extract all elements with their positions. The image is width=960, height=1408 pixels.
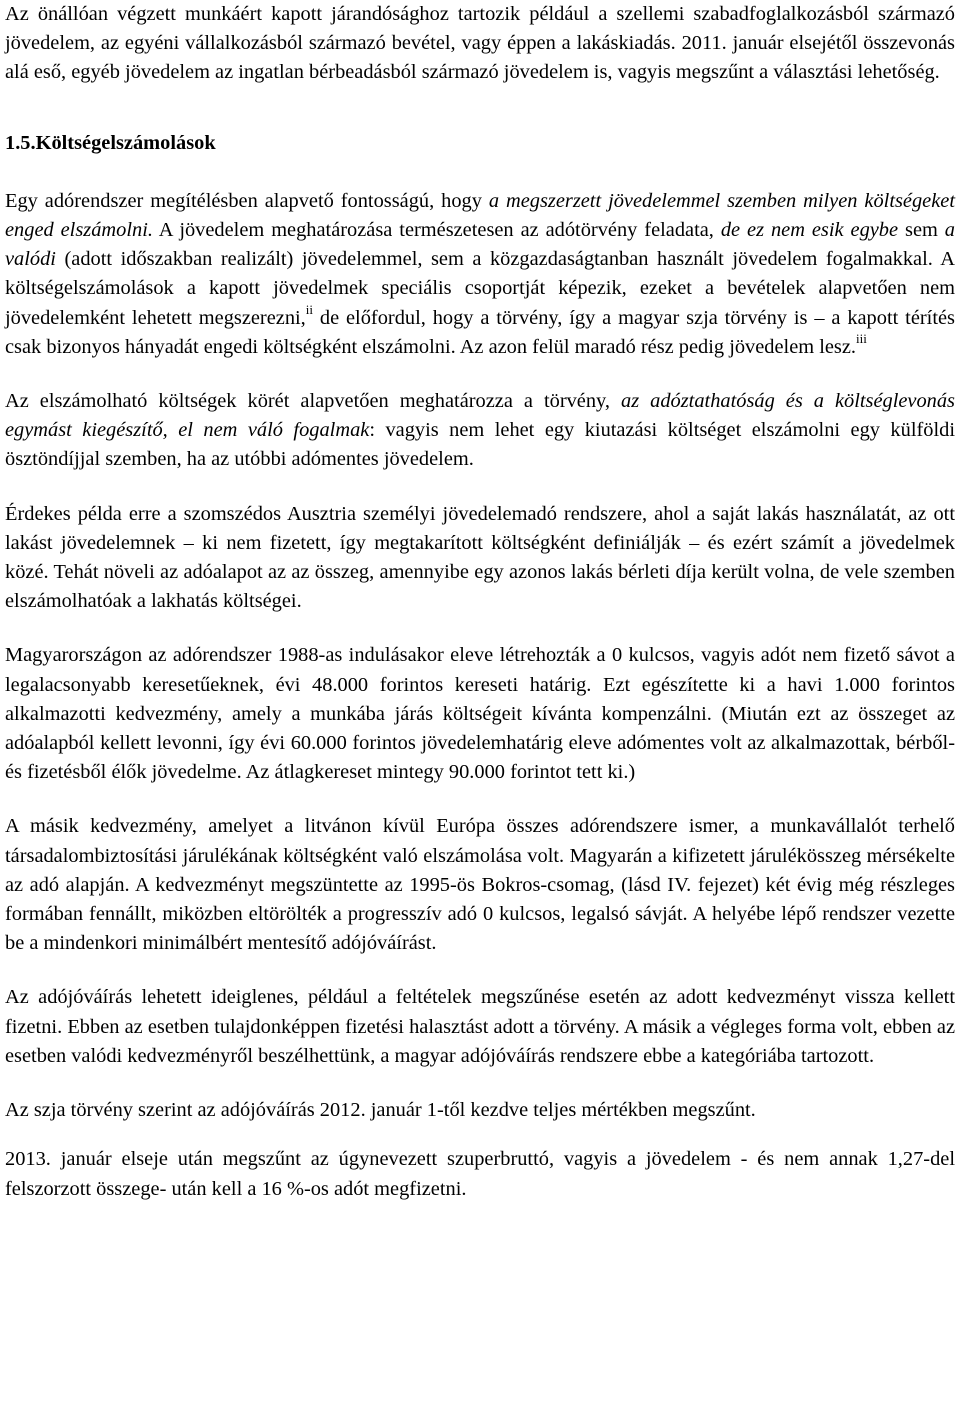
- paragraph-austria-example: Érdekes példa erre a szomszédos Ausztria személyi jövedelemadó rendszere, ahol a saját lakás használatát, az ott lakást jövedelemnek – ki nem fizetett, így megtakarított költségként definiálják – és ezért számít a jövedelmek közé. Tehát növeli az adóalapot az az összeg, amennyibe egy azonos lakás bérleti díja került volna, de vele szemben elszámolhatóak a lakhatás költségei.: [5, 502, 955, 613]
- paragraph-income-types: Az önállóan végzett munkáért kapott járandósághoz tartozik például a szellemi szabadfoglalkozásból származó jövedelem, az egyéni vállalkozásból származó bevétel, vagy éppen a lakáskiadás. 2011. január elsejétől összevonás alá eső, egyéb jövedelem az ingatlan bérbeadásból származó jövedelem is, vagyis megszűnt a választási lehetőség.: [5, 3, 955, 84]
- text-span: (adott időszakban realizált) jövedelemmel, sem a közgazdaságtanban használt jövedelem fogalmakkal. A költségelszámolások a kapott jövedelmek speciális csoportját képezik, ezeket a bevételek alapvetően nem jövedelemként lehetett megszerezni,: [5, 248, 955, 329]
- paragraph-deductible-costs: [5, 387, 955, 475]
- document-page: [5, 0, 955, 1204]
- text-span: de előfordul, hogy a törvény, így a magyar szja törvény is – a kapott térítés csak bizonyos hányadát engedi költségként elszámolni. Az azon felül maradó rész pedig jövedelem lesz.: [5, 306, 955, 358]
- italic-span: a valódi: [5, 219, 955, 271]
- section-heading: 1.5.Költségelszámolások: [5, 131, 216, 154]
- text-span: Egy adórendszer megítélésben alapvető fontosságú, hogy: [5, 189, 489, 212]
- endnote-marker: ii: [305, 301, 314, 317]
- italic-span: az adóztathatóság és a költséglevonás egymást kiegészítő, el nem váló fogalmak: [5, 390, 955, 442]
- italic-span: de ez nem esik egybe: [720, 219, 899, 242]
- italic-span: a megszerzett jövedelemmel szemben milyen költségeket enged elszámolni.: [5, 189, 955, 242]
- text-span: sem: [898, 219, 945, 242]
- paragraph-other-allowance: A másik kedvezmény, amelyet a litvánon kívül Európa összes adórendszere ismer, a munkavállalót terhelő társadalombiztosítási járulékának költségként való elszámolása volt. Magyarán a kifizetett járulékösszeg mérsékelte az adó alapján. A kedvezményt megszüntette az 1995-ös Bokros-csomag, (lásd IV. fejezet) két évig még részleges formában fennállt, miközben eltörölték a progresszív adó 0 kulcsos, legalsó sávját. A helyébe lépő rendszer vezette be a mindenkori minimálbért mentesítő adójóváírást.: [5, 815, 955, 955]
- text-span: Az elszámolható költségek körét alapvetően meghatározza a törvény,: [5, 390, 622, 413]
- paragraph-2012-change: Az szja törvény szerint az adójóváírás 2012. január 1-től kezdve teljes mértékben megszűnt.: [5, 1099, 756, 1122]
- paragraph-cost-accounting-intro: [5, 187, 955, 362]
- paragraph-hungary-1988: Magyarországon az adórendszer 1988-as indulásakor eleve létrehozták a 0 kulcsos, vagyis adót nem fizető sávot a legalacsonyabb keresetűeknek, évi 48.000 forintos kereseti határig. Ezt egészítette ki a havi 1.000 forintos alkalmazotti kedvezmény, amely a munkába járás költségeit kívánta kompenzálni. (Miután ezt az összeget az adóalapból kellett levonni, így évi 60.000 forintos jövedelemhatárig eleve adómentes volt az alkalmazottak, bérből- és fizetésből élők jövedelme. Az átlagkereset mintegy 90.000 forintot tett ki.): [5, 644, 955, 784]
- text-span: A jövedelem meghatározása természetesen az adótörvény feladata,: [152, 219, 721, 242]
- paragraph-tax-credit: Az adójóváírás lehetett ideiglenes, például a feltételek megszűnése esetén az adott kedvezményt vissza kellett fizetni. Ebben az esetben tulajdonképpen fizetési halasztást adott a törvény. A másik a végleges forma volt, ebben az esetben valódi kedvezményről beszélhettünk, a magyar adójóváírás rendszere ebbe a kategóriába tartozott.: [5, 986, 955, 1067]
- endnote-marker: iii: [856, 330, 867, 346]
- text-span: : vagyis nem lehet egy kiutazási költséget elszámolni egy külföldi ösztöndíjjal szemben, ha az utóbbi adómentes jövedelem.: [5, 419, 955, 471]
- paragraph-2013-change: 2013. január elseje után megszűnt az úgynevezett szuperbruttó, vagyis a jövedelem - és nem annak 1,27-del felszorzott összege- után kell a 16 %-os adót megfizetni.: [5, 1148, 955, 1200]
